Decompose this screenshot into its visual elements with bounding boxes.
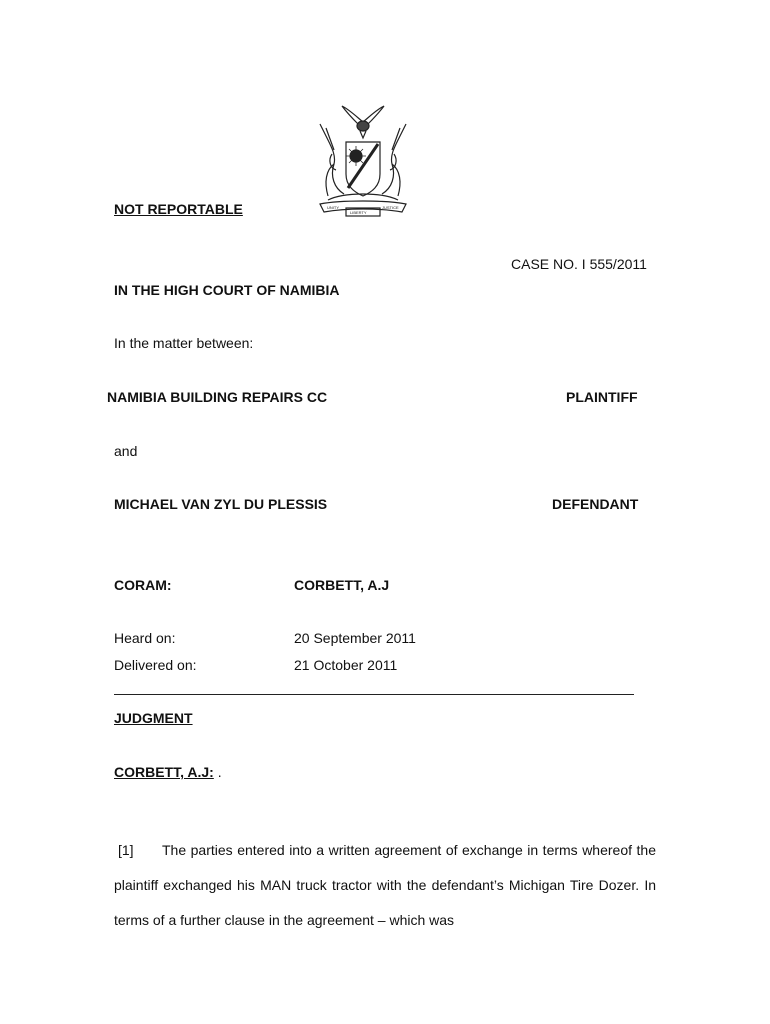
- divider-line: [114, 694, 634, 695]
- svg-text:UNITY: UNITY: [327, 205, 339, 210]
- plaintiff-role: PLAINTIFF: [566, 389, 638, 405]
- conjunction: and: [114, 443, 138, 459]
- matter-intro: In the matter between:: [114, 335, 254, 351]
- judge-name: CORBETT, A.J:: [114, 764, 214, 780]
- heard-label: Heard on:: [114, 630, 176, 646]
- judgment-heading: JUDGMENT: [114, 710, 193, 726]
- judgment-paragraph-1: [114, 833, 656, 938]
- defendant-role: DEFENDANT: [552, 496, 639, 512]
- judge-suffix: .: [213, 764, 222, 780]
- reportable-status: NOT REPORTABLE: [114, 201, 243, 217]
- paragraph-number: [1]: [118, 842, 134, 858]
- paragraph-text: The parties entered into a written agreement of exchange in terms whereof the plaintiff exchanged his MAN truck tractor with the defendant’s Michigan Tire Dozer. In terms of a further clause in the agreement – which was: [114, 842, 656, 928]
- delivered-date: 21 October 2011: [294, 657, 398, 673]
- delivered-label: Delivered on:: [114, 657, 197, 673]
- coram-label: CORAM:: [114, 577, 172, 593]
- defendant-name: MICHAEL VAN ZYL DU PLESSIS: [114, 496, 328, 512]
- svg-text:JUSTICE: JUSTICE: [382, 205, 399, 210]
- judge-line: [114, 764, 222, 780]
- coram-value: CORBETT, A.J: [294, 577, 390, 593]
- case-number: CASE NO. I 555/2011: [511, 256, 647, 272]
- coat-of-arms-emblem: [310, 104, 416, 220]
- heard-date: 20 September 2011: [294, 630, 416, 646]
- svg-text:LIBERTY: LIBERTY: [350, 210, 367, 215]
- plaintiff-name: NAMIBIA BUILDING REPAIRS CC: [107, 389, 328, 405]
- court-name: IN THE HIGH COURT OF NAMIBIA: [114, 282, 340, 298]
